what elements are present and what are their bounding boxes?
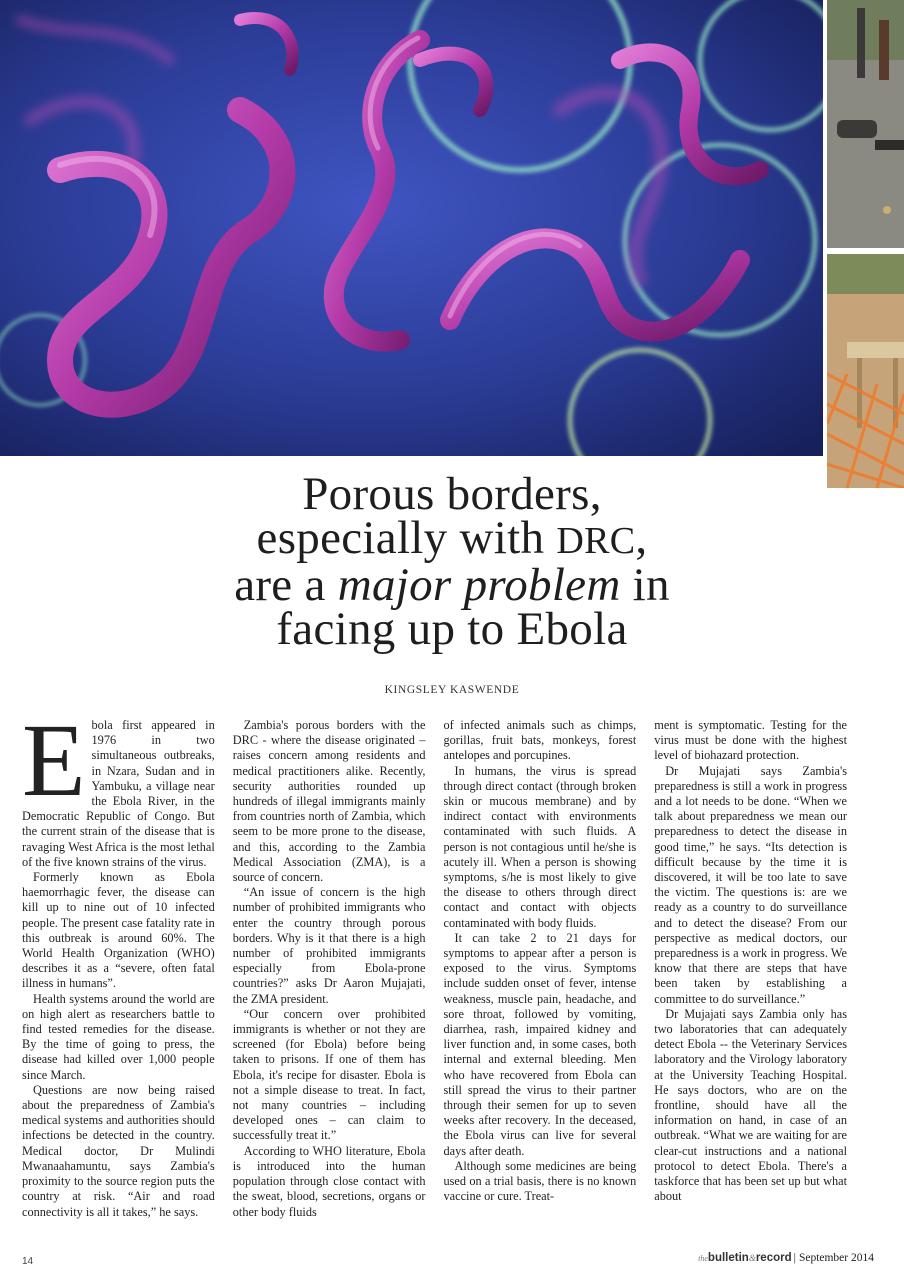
paragraph: “Our concern over prohibited immigrants is whether or not they are screened (for Ebola) before being taken to prisons. If one of them has Ebola, it's recipe for disaster. Ebola is not a simple disease to treat. In fact, not many countries – including developed ones – can claim to successfully treat it.” bbox=[232, 1006, 426, 1143]
column-2 bbox=[233, 718, 426, 1248]
paragraph bbox=[22, 718, 215, 870]
paragraph: It can take 2 to 21 days for symptoms to appear after a person is exposed to the virus. Symptoms include sudden onset of fever, intense weakness, muscle pain, headache, and sore throat, followed by vomiting, diarrhea, rash, impaired kidney and liver function and, in some cases, both internal and external bleeding. Men who have recovered from Ebola can still spread the virus to their partner through their semen for up to seven weeks after recovery. In the deceased, the Ebola virus can live for several days after death. bbox=[443, 930, 637, 1158]
hero-image bbox=[0, 0, 823, 456]
street-scene-photo bbox=[827, 0, 904, 248]
column-3 bbox=[444, 718, 637, 1248]
publication-bulletin: bulletin bbox=[707, 1252, 749, 1264]
headline-line-2a: especially with bbox=[256, 512, 557, 564]
paragraph: Dr Mujajati says Zambia only has two laboratories that can adequately detect Ebola -- the Veterinary Services laboratory and the Virology laboratory at the University Teaching Hospital. He says doctors, who are on the frontline, should have all the information on hand, in case of an outbreak. “What we are waiting for are clear-cut instructions and a national protocol to detect Ebola. There's a taskforce that has been set up but what about bbox=[654, 1006, 847, 1204]
headline-drc: DRC bbox=[556, 520, 636, 562]
headline-line-1: Porous borders, bbox=[302, 468, 602, 520]
footer-separator: | bbox=[793, 1252, 796, 1264]
column-4 bbox=[654, 718, 847, 1248]
paragraph: Zambia's porous borders with the DRC - where the disease originated – raises concern among residents and medical practitioners alike. Recently, security authorities rounded up hundreds of illegal immigrants mainly from countries north of Zambia, which seem to be more prone to the disease, and this, according to the Zambia Medical Association (ZMA), is a source of concern. bbox=[232, 718, 426, 885]
barrier-tape-photo bbox=[827, 254, 904, 488]
issue-date: September 2014 bbox=[798, 1252, 874, 1264]
paragraph: of infected animals such as chimps, gorillas, fruit bats, monkeys, forest antelopes and porcupines. bbox=[443, 718, 637, 763]
paragraph: Dr Mujajati says Zambia's preparedness is still a work in progress and a lot needs to be done. “When we talk about preparedness we mean our preparedness to detect the disease in good time,” he says. “Its detection is difficult because by the time it is discovered, it will be too late to save the victim. The questions is: are we ready as a country to do surveillance and to detect the disease? From our perspective as medical doctors, our preparedness is a work in progress. We know that there are steps that have been taken by establishing a committee to do surveillance.” bbox=[654, 763, 847, 1006]
ebola-virus-illustration bbox=[0, 0, 823, 456]
paragraph: Health systems around the world are on high alert as researchers battle to find tested remedies for the disease. By the time of going to press, the disease had killed over 1,000 people since March. bbox=[22, 991, 215, 1082]
byline: KINGSLEY KASWENDE bbox=[384, 684, 520, 696]
publication-footer bbox=[698, 1252, 874, 1264]
paragraph: Although some medicines are being used on a trial basis, there is no known vaccine or cure. Treat- bbox=[443, 1158, 637, 1204]
paragraph-text: bola first appeared in 1976 in two simultaneous outbreaks, in Nzara, Sudan and in Yambuku, a village near the Ebola River, in the Democratic Republic of Congo. But the current strain of the disease that is ravaging West Africa is the most lethal of the five known strains of the virus. bbox=[22, 718, 215, 869]
paragraph: Questions are now being raised about the preparedness of Zambia's medical systems and authorities should infections be detected in the country. Medical doctor, Dr Mulindi Mwanaahamuntu, says Zambia's proximity to the source region puts the country at risk. “Air and road connectivity is all it takes,” he says. bbox=[22, 1082, 215, 1219]
publication-ampersand: & bbox=[748, 1253, 756, 1263]
headline-emphasis: major problem bbox=[337, 559, 621, 611]
headline-line-3a: are a bbox=[234, 559, 338, 611]
page-number: 14 bbox=[22, 1256, 34, 1267]
article-body bbox=[22, 718, 847, 1248]
paragraph: ment is symptomatic. Testing for the virus must be done with the highest level of biohazard protection. bbox=[654, 718, 847, 763]
column-1 bbox=[22, 718, 215, 1248]
paragraph: In humans, the virus is spread through direct contact (through broken skin or mucous membrane) and by indirect contact with environments contaminated with such fluids. A person is not contagious until he/she is acutely ill. When a person is showing symptoms, s/he is most likely to give the disease to others through direct contact and contact with objects contaminated with body fluids. bbox=[443, 763, 637, 930]
paragraph: According to WHO literature, Ebola is introduced into the human population through close contact with the sweat, blood, secretions, organs or other body fluids bbox=[232, 1143, 426, 1219]
headline-line-3c: in bbox=[620, 559, 670, 611]
paragraph: “An issue of concern is the high number of prohibited immigrants who enter the country through porous borders. Why is it that there is a high number of prohibited immigrants especially from Ebola-prone countries?” asks Dr Aaron Mujajati, the ZMA president. bbox=[232, 885, 426, 1006]
paragraph: Formerly known as Ebola haemorrhagic fever, the disease can kill up to nine out of 10 infected people. The present case fatality rate in this outbreak is around 60%. The World Health Organization (WHO) describes it as a “severe, often fatal illness in humans”. bbox=[22, 870, 215, 991]
publication-the: the bbox=[698, 1254, 708, 1263]
drop-cap: E bbox=[22, 718, 86, 818]
publication-record: record bbox=[755, 1252, 792, 1264]
headline-line-2c: , bbox=[635, 512, 648, 564]
headline-line-4: facing up to Ebola bbox=[276, 603, 628, 655]
article-headline bbox=[120, 468, 784, 655]
